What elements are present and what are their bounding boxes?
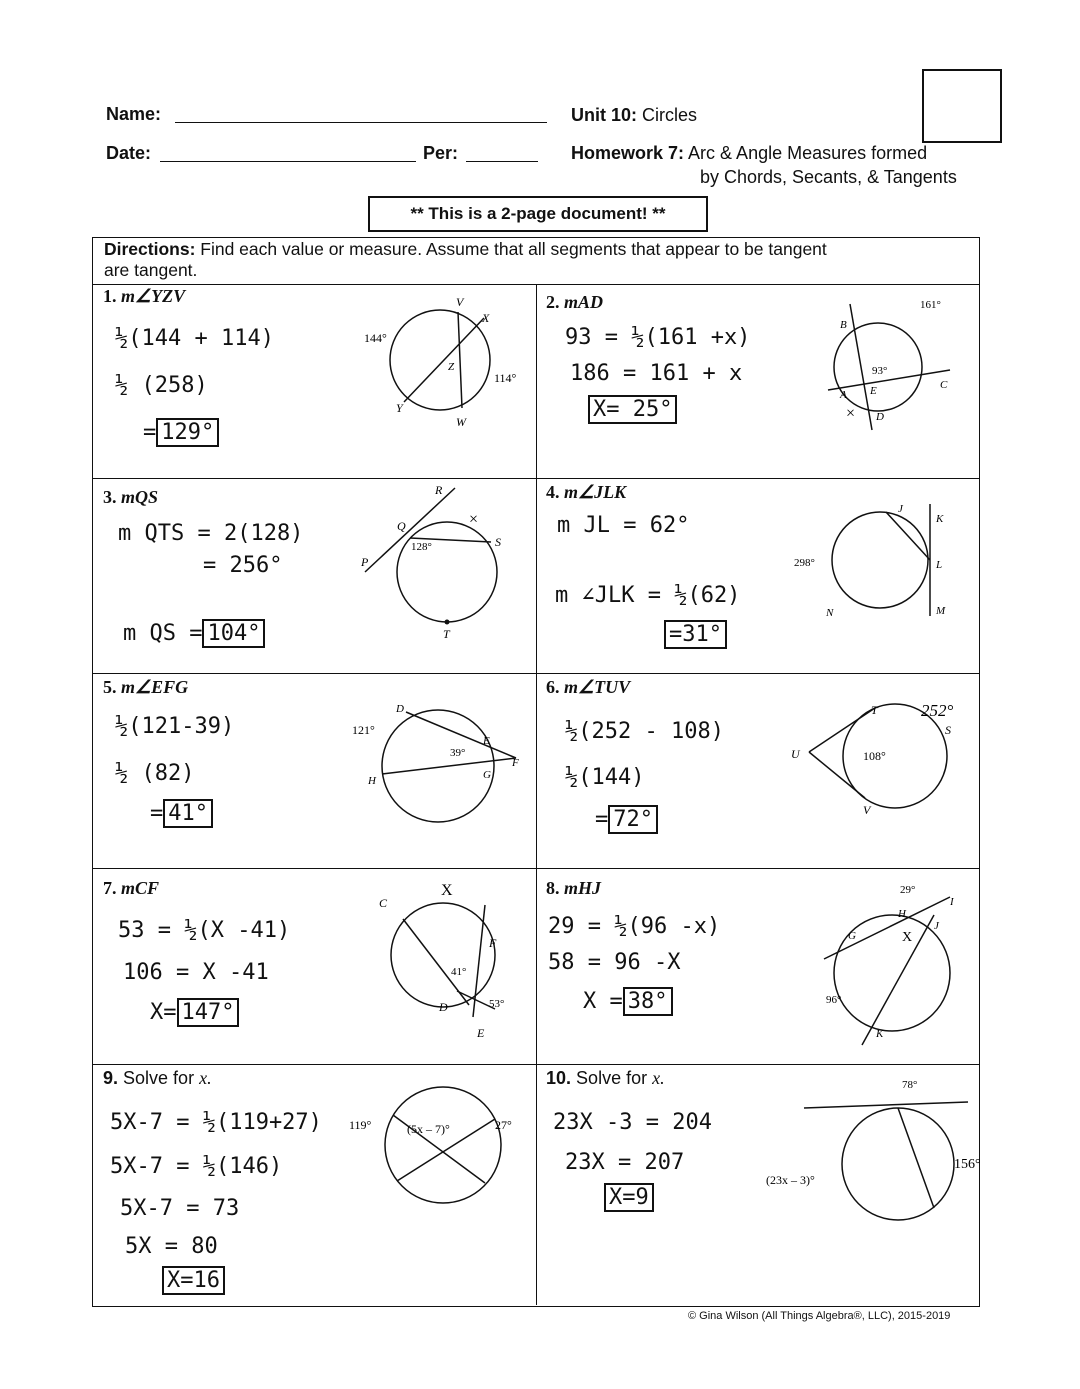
p2-label-e: E bbox=[870, 385, 877, 397]
p3-diagram bbox=[355, 480, 535, 650]
p2-answer bbox=[588, 395, 677, 424]
problem-5-measure: m∠EFG bbox=[121, 677, 189, 697]
p8-angle-29: 29° bbox=[900, 884, 916, 896]
problem-6-number: 6. bbox=[546, 677, 560, 697]
problem-8-title bbox=[546, 878, 601, 899]
problem-6-title bbox=[546, 677, 630, 698]
p5-answer bbox=[150, 799, 213, 828]
p3-answer-box: 104° bbox=[202, 619, 265, 648]
row-divider-2 bbox=[92, 673, 979, 674]
date-label: Date: bbox=[106, 143, 152, 163]
problem-5-title bbox=[103, 677, 188, 698]
p10-tangent-top bbox=[804, 1102, 968, 1108]
p10-arc-156: 156° bbox=[954, 1157, 981, 1172]
score-box bbox=[922, 69, 1002, 143]
p4-answer bbox=[664, 620, 727, 649]
homework-heading bbox=[571, 143, 927, 164]
p8-mark: X bbox=[902, 930, 913, 945]
p5-answer-prefix: = bbox=[150, 801, 164, 826]
date-field[interactable] bbox=[160, 161, 416, 162]
p8-work-2: 58 = 96 -X bbox=[548, 950, 681, 975]
p7-work-2: 106 = X -41 bbox=[123, 960, 269, 985]
p3-circle bbox=[397, 522, 497, 622]
p2-arc-93: 93° bbox=[872, 365, 888, 377]
p8-arc-96: 96° bbox=[826, 994, 842, 1006]
p7-answer bbox=[150, 998, 239, 1027]
p4-label-l: L bbox=[936, 559, 943, 571]
p4-answer-box: =31° bbox=[664, 620, 727, 649]
p1-chord-yx bbox=[404, 318, 484, 402]
directions bbox=[104, 239, 827, 281]
p1-work-2: ½ (258) bbox=[115, 373, 208, 398]
per-field[interactable] bbox=[466, 161, 538, 162]
p9-angle-expr: (5x – 7)° bbox=[407, 1122, 450, 1136]
p2-diagram bbox=[800, 290, 975, 440]
problem-7-number: 7. bbox=[103, 878, 117, 898]
p3-label-r: R bbox=[435, 483, 443, 497]
p10-work-1: 23X -3 = 204 bbox=[553, 1110, 712, 1135]
p2-label-a: A bbox=[840, 389, 847, 401]
p5-work-2: ½ (82) bbox=[115, 761, 195, 786]
p10-answer bbox=[604, 1183, 654, 1212]
p3-arc-128: 128° bbox=[411, 541, 432, 553]
p5-arc-121: 121° bbox=[352, 723, 375, 737]
p5-arc-39: 39° bbox=[450, 747, 466, 759]
per-label: Per: bbox=[423, 143, 459, 163]
p6-tangent-v bbox=[809, 752, 865, 798]
p8-label-g: G bbox=[848, 930, 856, 942]
p3-label-t: T bbox=[443, 627, 450, 641]
p5-diagram bbox=[350, 690, 535, 830]
p4-work-2: m ∠JLK = ½(62) bbox=[555, 583, 741, 608]
problem-9-variable: x. bbox=[199, 1068, 212, 1088]
directions-label: Directions: bbox=[104, 239, 196, 259]
p1-answer-prefix: = bbox=[143, 420, 157, 445]
p8-answer-box: 38° bbox=[623, 987, 673, 1016]
p4-chord bbox=[886, 512, 930, 560]
p9-circle bbox=[385, 1087, 501, 1203]
p5-work-1: ½(121-39) bbox=[115, 714, 235, 739]
p4-circle bbox=[832, 512, 928, 608]
problem-9-number: 9. bbox=[103, 1068, 119, 1088]
p4-diagram bbox=[790, 490, 970, 630]
p5-label-d: D bbox=[396, 703, 404, 715]
p4-label-m: M bbox=[936, 605, 946, 617]
problem-3-title bbox=[103, 487, 158, 508]
notice-box: ** This is a 2-page document! ** bbox=[368, 196, 708, 232]
p1-answer bbox=[143, 418, 219, 447]
row-divider-1 bbox=[92, 478, 979, 479]
p2-work-2: 186 = 161 + x bbox=[570, 361, 743, 386]
name-label: Name: bbox=[106, 104, 162, 124]
p3-point-t bbox=[445, 620, 450, 625]
p4-work-1: m JL = 62° bbox=[557, 513, 690, 538]
problem-4-measure: m∠JLK bbox=[564, 482, 627, 502]
p2-label-b: B bbox=[840, 319, 847, 331]
problem-10-variable: x. bbox=[652, 1068, 665, 1088]
p7-arc-41: 41° bbox=[451, 966, 467, 978]
row-divider-4 bbox=[92, 1064, 979, 1065]
p6-work-1: ½(252 - 108) bbox=[565, 719, 724, 744]
problem-10-number: 10. bbox=[546, 1068, 572, 1088]
problem-2-number: 2. bbox=[546, 292, 560, 312]
p4-label-j: J bbox=[898, 503, 903, 515]
p6-arc-252: 252° bbox=[921, 701, 954, 720]
copyright: © Gina Wilson (All Things Algebra®, LLC), 2015-2019 bbox=[688, 1310, 951, 1322]
problem-2-measure: mAD bbox=[564, 292, 604, 312]
p7-answer-prefix: X= bbox=[150, 1000, 177, 1025]
name-field[interactable] bbox=[175, 122, 547, 123]
directions-text-2: are tangent. bbox=[104, 260, 198, 280]
p10-secant bbox=[898, 1108, 934, 1208]
p6-tangent-t bbox=[809, 708, 875, 752]
p2-arc-161: 161° bbox=[920, 299, 941, 311]
p8-secant-i bbox=[824, 897, 950, 959]
p9-arc-119: 119° bbox=[349, 1118, 372, 1132]
p7-label-e: E bbox=[477, 1026, 485, 1040]
problem-1-measure: m∠YZV bbox=[121, 286, 186, 306]
p5-label-g: G bbox=[483, 769, 491, 781]
p8-label-k: K bbox=[876, 1028, 884, 1040]
p3-work-2: = 256° bbox=[203, 553, 283, 578]
homework-title-line2: by Chords, Secants, & Tangents bbox=[700, 167, 957, 187]
p3-label-s: S bbox=[495, 535, 501, 549]
homework-title-line1: Arc & Angle Measures formed bbox=[688, 143, 928, 163]
problem-9-title bbox=[103, 1068, 212, 1089]
problem-1-title bbox=[103, 286, 185, 307]
p5-circle bbox=[382, 710, 494, 822]
directions-text-1: Find each value or measure. Assume that all segments that appear to be tangent bbox=[200, 239, 827, 259]
p2-work-1: 93 = ½(161 +x) bbox=[565, 325, 751, 350]
unit-title: Circles bbox=[642, 105, 698, 125]
p7-label-d: D bbox=[439, 1000, 448, 1014]
p8-answer bbox=[583, 987, 673, 1016]
p1-arc-114: 114° bbox=[494, 371, 517, 385]
p2-label-d: D bbox=[876, 411, 884, 423]
p6-label-s: S bbox=[945, 723, 951, 737]
problem-1-number: 1. bbox=[103, 286, 117, 306]
p5-secant-h bbox=[382, 758, 516, 774]
p9-work-2: 5X-7 = ½(146) bbox=[110, 1154, 283, 1179]
problem-6-measure: m∠TUV bbox=[564, 677, 631, 697]
p9-arc-27: 27° bbox=[495, 1118, 512, 1132]
problem-8-number: 8. bbox=[546, 878, 560, 898]
problem-9-prompt: Solve for bbox=[123, 1068, 195, 1088]
p10-circle bbox=[842, 1108, 954, 1220]
p4-label-n: N bbox=[826, 607, 834, 619]
p6-label-v: V bbox=[863, 803, 871, 817]
p6-work-2: ½(144) bbox=[565, 765, 645, 790]
problem-2-title bbox=[546, 292, 603, 313]
p6-label-t: T bbox=[871, 703, 878, 717]
unit-label: Unit 10: bbox=[571, 105, 638, 125]
p9-diagram bbox=[345, 1075, 530, 1225]
p7-mark: X bbox=[441, 882, 453, 899]
p2-answer-box: X= 25° bbox=[588, 395, 677, 424]
p1-label-z: Z bbox=[448, 361, 455, 373]
p4-label-k: K bbox=[936, 513, 944, 525]
p5-label-e: E bbox=[483, 735, 490, 747]
p7-label-f: F bbox=[489, 936, 497, 950]
p7-angle-53: 53° bbox=[489, 998, 505, 1010]
p3-label-p: P bbox=[361, 555, 369, 569]
p10-angle-expr: (23x – 3)° bbox=[766, 1173, 815, 1187]
p1-answer-box: 129° bbox=[156, 418, 219, 447]
p2-mark: × bbox=[846, 405, 856, 422]
p1-work-1: ½(144 + 114) bbox=[115, 326, 274, 351]
p10-answer-box: X=9 bbox=[604, 1183, 654, 1212]
p10-arc-78: 78° bbox=[902, 1079, 918, 1091]
problem-5-number: 5. bbox=[103, 677, 117, 697]
problem-3-measure: mQS bbox=[121, 487, 159, 507]
p3-answer-prefix: m QS = bbox=[123, 621, 203, 646]
p1-diagram bbox=[360, 290, 540, 440]
p1-label-y: Y bbox=[396, 401, 403, 415]
p9-work-3: 5X-7 = 73 bbox=[120, 1196, 240, 1221]
problem-7-measure: mCF bbox=[121, 878, 160, 898]
p9-answer-box: X=16 bbox=[162, 1266, 225, 1295]
p6-label-u: U bbox=[791, 747, 800, 761]
problem-10-prompt: Solve for bbox=[576, 1068, 648, 1088]
p8-label-i: I bbox=[950, 896, 954, 908]
unit-heading bbox=[571, 105, 697, 126]
p6-arc-108: 108° bbox=[863, 749, 886, 763]
problem-4-title bbox=[546, 482, 626, 503]
p1-circle bbox=[390, 310, 490, 410]
p7-diagram bbox=[365, 875, 535, 1050]
problem-10-title bbox=[546, 1068, 665, 1089]
problem-7-title bbox=[103, 878, 159, 899]
p10-work-2: 23X = 207 bbox=[565, 1150, 685, 1175]
p8-answer-prefix: X = bbox=[583, 989, 623, 1014]
p1-label-w: W bbox=[456, 415, 466, 429]
p9-work-4: 5X = 80 bbox=[125, 1234, 218, 1259]
p7-work-1: 53 = ½(X -41) bbox=[118, 918, 291, 943]
problem-8-measure: mHJ bbox=[564, 878, 602, 898]
p8-label-j: J bbox=[934, 920, 939, 932]
problem-4-number: 4. bbox=[546, 482, 560, 502]
p8-work-1: 29 = ½(96 -x) bbox=[548, 914, 721, 939]
p1-arc-144: 144° bbox=[364, 331, 387, 345]
p9-work-1: 5X-7 = ½(119+27) bbox=[110, 1110, 322, 1135]
p2-label-c: C bbox=[940, 379, 948, 391]
p2-secant-c bbox=[828, 370, 950, 390]
p6-diagram bbox=[785, 690, 975, 830]
p10-diagram bbox=[760, 1068, 981, 1218]
p3-tangent bbox=[365, 488, 455, 572]
p1-label-v: V bbox=[456, 295, 464, 309]
p3-work-1: m QTS = 2(128) bbox=[118, 521, 304, 546]
p3-label-q: Q bbox=[397, 519, 406, 533]
p6-answer-box: 72° bbox=[608, 805, 658, 834]
problem-3-number: 3. bbox=[103, 487, 117, 507]
p4-arc-298: 298° bbox=[794, 557, 815, 569]
p1-label-x: X bbox=[482, 311, 490, 325]
p5-label-h: H bbox=[368, 775, 376, 787]
p9-answer bbox=[162, 1266, 225, 1295]
p5-label-f: F bbox=[512, 757, 519, 769]
p5-answer-box: 41° bbox=[163, 799, 213, 828]
p6-answer bbox=[595, 805, 658, 834]
p1-chord-vw bbox=[458, 312, 462, 408]
homework-label: Homework 7: bbox=[571, 143, 685, 163]
p7-answer-box: 147° bbox=[177, 998, 240, 1027]
row-divider-3 bbox=[92, 868, 979, 869]
p6-answer-prefix: = bbox=[595, 807, 609, 832]
p7-label-c: C bbox=[379, 896, 388, 910]
p3-answer bbox=[123, 619, 265, 648]
p8-label-h: H bbox=[898, 908, 906, 920]
p3-mark: × bbox=[469, 511, 479, 528]
p8-diagram bbox=[800, 875, 975, 1055]
